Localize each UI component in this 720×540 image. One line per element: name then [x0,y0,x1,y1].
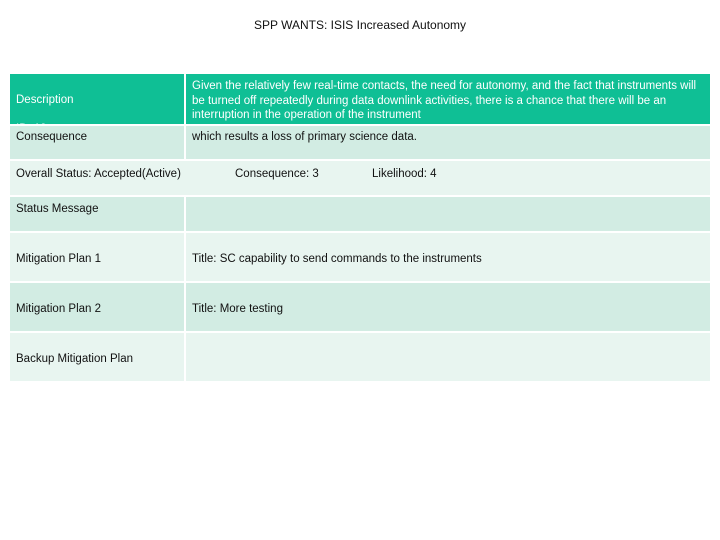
backup-plan-name: Backup Mitigation Plan [16,352,133,365]
plan-1-status [16,281,178,282]
consequence-score: Consequence: 3 [235,168,319,180]
consequence-label: Consequence [10,126,184,159]
backup-plan-info [10,333,184,381]
backup-plan-status [16,381,178,382]
consequence-row [10,126,710,159]
status-message-label: Status Message [10,197,184,231]
consequence-text: which results a loss of primary science data. [186,126,710,159]
backup-plan-details [186,333,710,381]
plan-2-description [192,331,704,332]
mitigation-plan-2-row [10,283,710,331]
overall-status-row [10,161,710,195]
plan-1-details [186,233,710,281]
plan-2-name: Mitigation Plan 2 [16,302,102,315]
mitigation-plan-1-row [10,233,710,281]
risk-table [10,74,710,383]
risk-id [16,122,178,125]
plan-1-description [192,281,704,282]
plan-2-status [16,331,178,332]
plan-2-details [186,283,710,331]
likelihood-score: Likelihood: 4 [372,168,437,180]
description-row [10,74,710,124]
description-text: Given the relatively few real-time contacts, the need for autonomy, and the fact that instruments will be turned off repeatedly during data downlink activities, there is a chance that there will be an interruption in the operation of the instrument [186,74,710,124]
plan-1-title: Title: SC capability to send commands to the instruments [192,252,482,265]
plan-1-name: Mitigation Plan 1 [16,252,102,265]
backup-plan-row [10,333,710,381]
plan-2-info [10,283,184,331]
description-label: Description [16,93,74,106]
description-label-cell [10,74,184,124]
page-title: SPP WANTS: ISIS Increased Autonomy [253,18,467,32]
overall-status: Overall Status: Accepted(Active) [16,168,181,180]
plan-2-title: Title: More testing [192,302,283,315]
overall-status-cell [10,161,710,195]
plan-1-info [10,233,184,281]
status-message-row [10,197,710,231]
status-message-text [186,197,710,231]
